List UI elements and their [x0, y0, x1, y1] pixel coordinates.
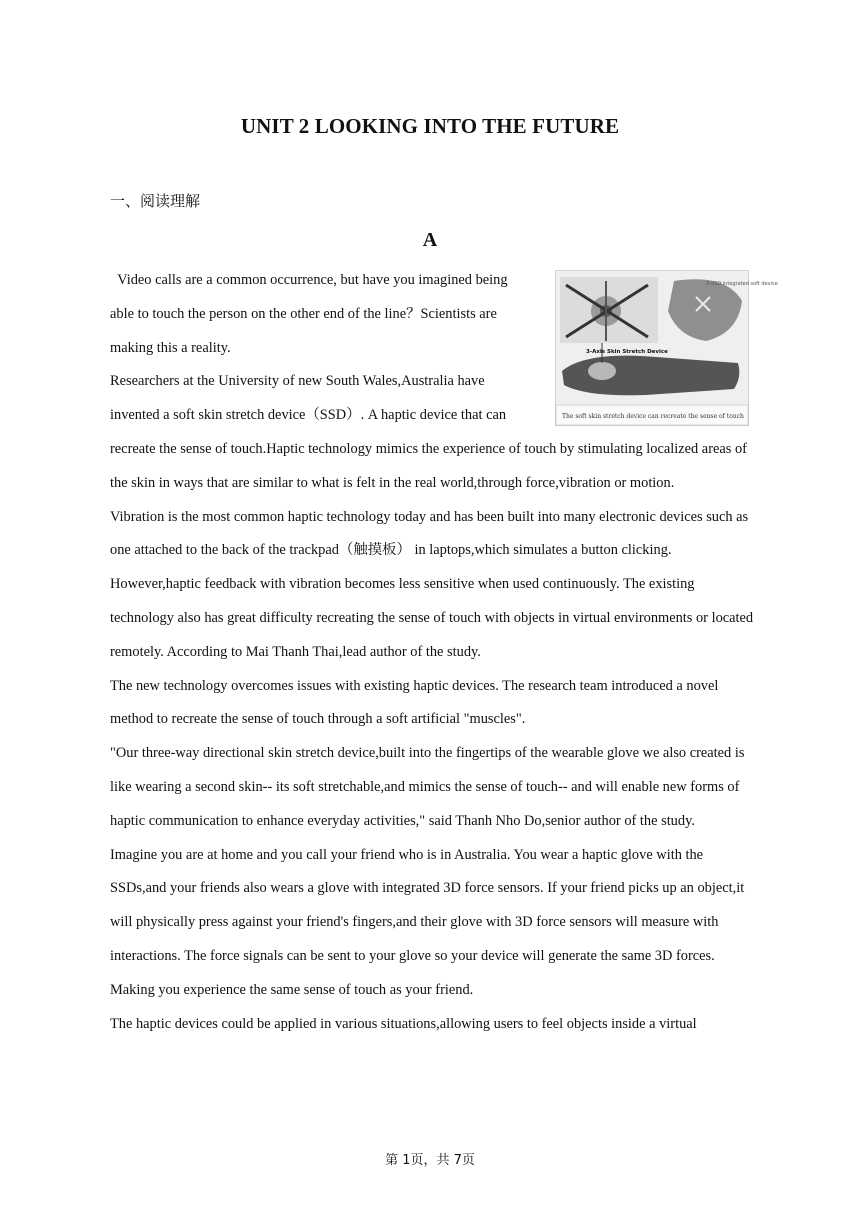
section-heading: 一、阅读理解 [110, 192, 201, 210]
passage-body [110, 264, 778, 1041]
page-footer: 第 1页，共 7页 [385, 1153, 475, 1168]
device-photo [555, 270, 778, 426]
paragraph: The new technology overcomes issues with existing haptic devices. The research team introduced a novel method to recreate the sense of touch through a soft artificial "muscles". [110, 677, 719, 728]
figure-label-integrated: 3-SSD integrated soft device [706, 281, 778, 287]
figure-label-device: 3-Axis Skin Stretch Device [586, 349, 668, 355]
paragraph: Video calls are a common occurrence, but have you imagined being able to touch the person on the other end of the line？Scientists are making this a reality. [110, 272, 512, 356]
paragraph: "Our three-way directional skin stretch device,built into the fingertips of the wearable glove we also created is like wearing a second skin-- its soft stretchable,and mimics the sense of touch-- and will enable new forms of haptic communication to enhance everyday activities," said Thanh Nho Do,senior author of the study. [110, 745, 745, 829]
paragraph: Researchers at the University of new South Wales,Australia have invented a soft skin stretch device（SSD）. A haptic device that can recreate the sense of touch.Haptic technology mimics the experience of touch by stimulating localized areas of the skin in ways that are similar to what is felt in the real world,through force,vibration or motion. [110, 373, 747, 491]
paragraph: Imagine you are at home and you call your friend who is in Australia. You wear a haptic glove with the SSDs,and your friends also wears a glove with integrated 3D force sensors. If your friend picks up an object,it will physically press against your friend's fingers,and their glove with 3D force sensors will measure with interactions. The force signals can be sent to your glove so your device will generate the same 3D forces. Making you experience the same sense of touch as your friend. [110, 846, 745, 998]
paragraph: Vibration is the most common haptic technology today and has been built into many electronic devices such as one attached to the back of the trackpad（触摸板） in laptops,which simulates a button clicking. However,haptic feedback with vibration becomes less sensitive when used continuously. The existing technology also has great difficulty recreating the sense of touch with objects in virtual environments or located remotely. According to Mai Thanh Thai,lead author of the study. [110, 508, 754, 660]
passage-label: A [422, 229, 438, 251]
document-title: UNIT 2 LOOKING INTO THE FUTURE [240, 114, 620, 138]
figure-caption: The soft skin stretch device can recreate the sense of touch [562, 413, 744, 420]
paragraph: The haptic devices could be applied in various situations,allowing users to feel objects inside a virtual [110, 1015, 697, 1032]
device-illustration [556, 271, 778, 425]
